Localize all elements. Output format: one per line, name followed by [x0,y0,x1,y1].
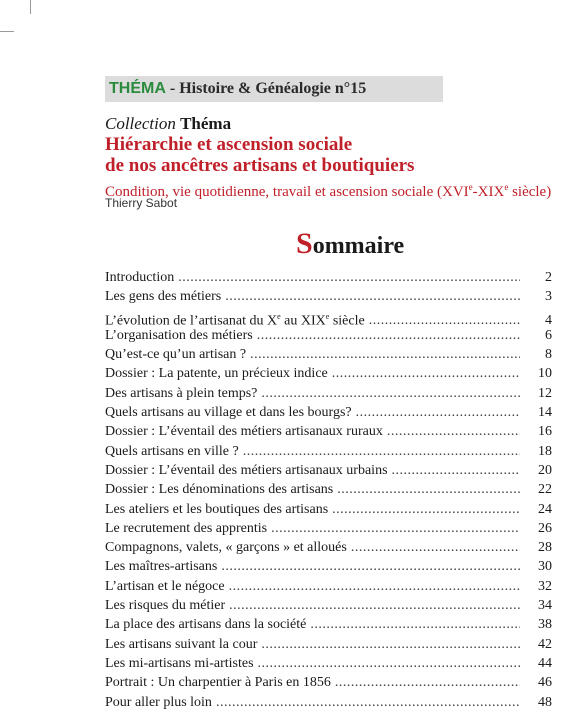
toc-entry-title: Dossier : Les dénominations des artisans [105,482,334,498]
collection-label: Collection [105,114,176,133]
toc-entry [105,480,552,499]
toc-page-number: 3 [545,289,552,305]
toc-page-number: 4 [545,313,552,329]
toc-entry-title: Dossier : L’éventail des métiers artisanaux ruraux [105,424,383,440]
toc-entry-title-part: L’évolution de l’artisanat du X [105,313,278,329]
toc-entry-title: Les maîtres-artisans [105,559,218,575]
toc-entry-title: L’artisan et le négoce [105,578,225,594]
toc-page-number: 46 [538,675,552,691]
toc-dot-leader [392,461,520,480]
toc-entry-title: Dossier : L’éventail des métiers artisanaux urbains [105,462,388,478]
toc-page-number: 12 [538,385,552,401]
toc-entry-title: Les artisans suivant la cour [105,636,258,652]
toc-entry [105,519,552,538]
sommaire-heading [296,229,404,261]
toc-entry [105,307,552,329]
toc-page-number: 20 [538,462,552,478]
toc-dot-leader [387,422,520,441]
toc-entry [105,287,552,306]
toc-dot-leader [310,615,520,634]
toc-entry [105,442,552,461]
toc-entry-title: Qu’est-ce qu’un artisan ? [105,347,247,363]
toc-page-number: 32 [538,578,552,594]
toc-entry [105,268,552,287]
sommaire-rest: ommaire [312,233,405,259]
toc-dot-leader [257,326,520,345]
subtitle-pre: Condition, vie quotidienne, travail et ascension sociale (XVI [105,184,469,200]
author-name: Thierry Sabot [105,196,178,210]
toc-entry [105,326,552,345]
toc-entry [105,345,552,364]
toc-dot-leader [258,654,520,673]
toc-page-number: 44 [538,655,552,671]
toc-entry [105,384,552,403]
toc-dot-leader [335,673,520,692]
toc-entry-title-part: siècle [329,313,365,329]
toc-entry [105,461,552,480]
toc-dot-leader [229,577,520,596]
toc-dot-leader [261,384,520,403]
toc-entry-title: Compagnons, valets, « garçons » et alloués [105,540,347,556]
toc-page-number: 38 [538,617,552,633]
sommaire-initial: S [296,227,313,260]
brand-name: THÉMA [109,80,166,97]
toc-page-number: 26 [538,520,552,536]
toc-dot-leader [178,268,520,287]
toc-dot-leader [271,519,520,538]
toc-page-number: 14 [538,405,552,421]
toc-entry [105,500,552,519]
toc-page-number: 16 [538,424,552,440]
toc-entry-title: Les risques du métier [105,598,226,614]
collection-name: Théma [180,114,232,133]
toc-entry-title: L’organisation des métiers [105,327,253,343]
toc-entry [105,673,552,692]
table-of-contents [105,268,552,712]
toc-entry [105,538,552,557]
toc-page-number: 42 [538,636,552,652]
collection-line [105,114,231,134]
toc-dot-leader [229,596,520,615]
toc-entry [105,635,552,654]
toc-page-number: 28 [538,540,552,556]
toc-dot-leader [332,364,520,383]
crop-mark-vertical [30,0,31,14]
toc-entry-title: Dossier : La patente, un précieux indice [105,366,328,382]
toc-entry-title-part: e [277,311,281,321]
toc-page-number: 22 [538,482,552,498]
subtitle-sup-1: e [468,182,473,192]
book-title-line-1: Hiérarchie et ascension sociale [105,134,353,155]
toc-entry-title: Quels artisans en ville ? [105,443,239,459]
toc-entry-title: Introduction [105,270,175,285]
toc-entry [105,596,552,615]
toc-entry-title-part: au XIX [280,313,326,329]
toc-dot-leader [216,693,520,712]
toc-entry-title-part: e [325,311,330,321]
toc-entry [105,577,552,596]
toc-entry-title: Portrait : Un charpentier à Paris en 1856 [105,675,331,691]
toc-entry-title: Les gens des métiers [105,289,222,305]
toc-entry-title: Quels artisans au village et dans les bourgs? [105,405,352,421]
toc-page-number: 6 [545,327,552,343]
toc-entry [105,364,552,383]
toc-dot-leader [261,635,520,654]
toc-entry [105,422,552,441]
toc-page-number: 10 [538,366,552,382]
toc-entry-title: La place des artisans dans la société [105,617,307,633]
toc-page-number: 24 [538,501,552,517]
subtitle-post: siècle) [508,184,552,200]
toc-page-number: 34 [538,598,552,614]
subtitle-sup-2: e [504,182,509,192]
toc-entry [105,615,552,634]
series-banner [105,76,443,102]
toc-page-number: 30 [538,559,552,575]
toc-dot-leader [225,287,520,306]
crop-mark-horizontal [0,31,14,32]
toc-dot-leader [337,480,520,499]
book-title-line-2: de nos ancêtres artisans et boutiquiers [105,155,415,176]
subtitle-mid: -XIX [472,184,505,200]
toc-page-number: 2 [545,270,552,285]
toc-dot-leader [332,500,520,519]
toc-page-number: 18 [538,443,552,459]
toc-entry-title: Des artisans à plein temps? [105,385,258,401]
toc-page-number: 8 [545,347,552,363]
toc-entry-title: Les ateliers et les boutiques des artisans [105,501,329,517]
toc-entry [105,403,552,422]
toc-dot-leader [351,538,520,557]
toc-entry [105,557,552,576]
toc-entry [105,654,552,673]
toc-entry [105,693,552,712]
series-label: - Histoire & Généalogie n°15 [165,80,367,97]
toc-dot-leader [221,557,520,576]
toc-entry-title: Les mi-artisans mi-artistes [105,655,254,671]
toc-dot-leader [250,345,520,364]
toc-dot-leader [243,442,520,461]
toc-entry-title: Pour aller plus loin [105,694,212,710]
toc-page-number: 48 [538,694,552,710]
toc-entry-title: Le recrutement des apprentis [105,520,268,536]
toc-dot-leader [356,403,520,422]
